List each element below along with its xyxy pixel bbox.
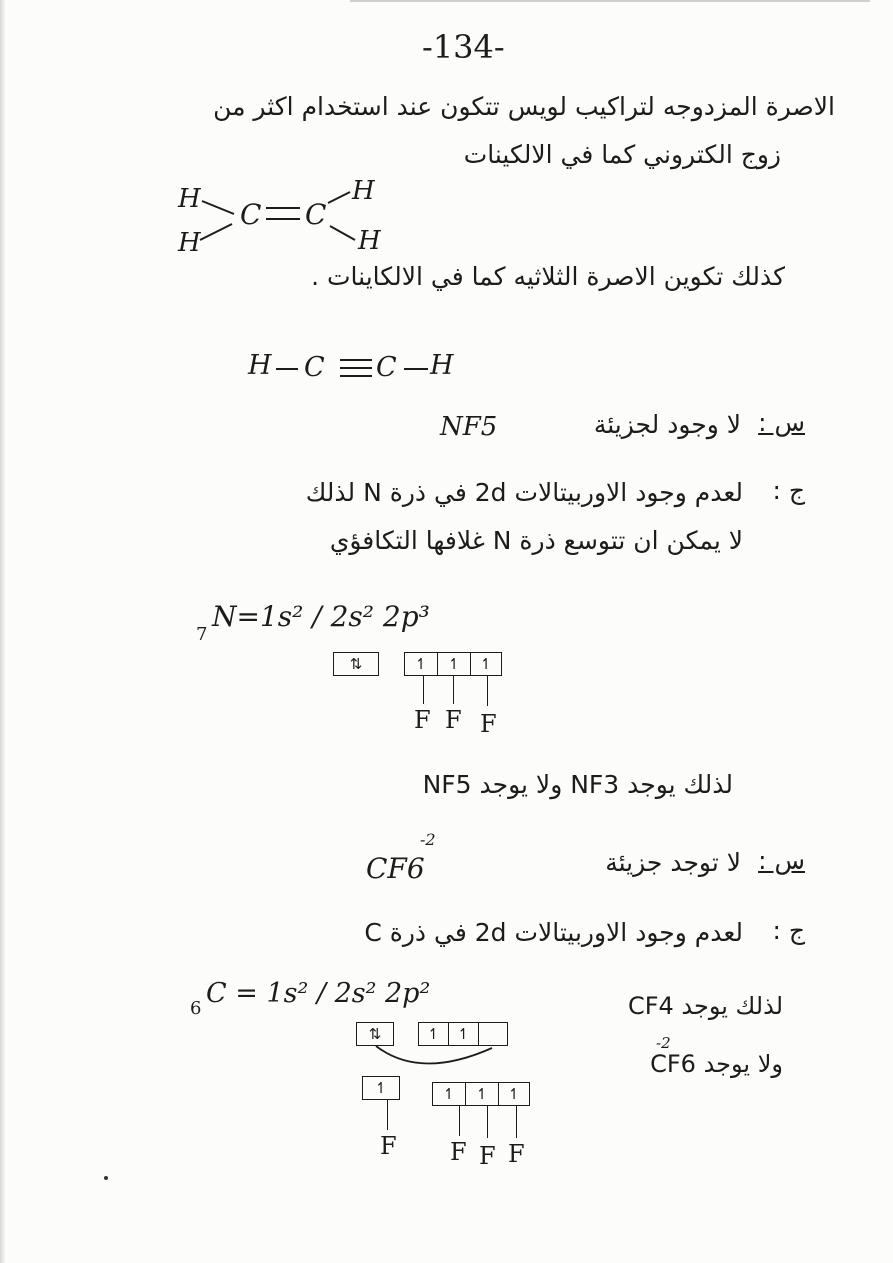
n-atomic-number: 7	[196, 624, 208, 645]
c-excited-2s-cell: ↿	[374, 1079, 388, 1097]
q2-formula: CF6	[366, 852, 425, 885]
c-bond-line	[516, 1106, 517, 1138]
conclusion-2-line2: ولا يوجد CF6	[650, 1050, 783, 1078]
conclusion-2-line1: لذلك يوجد CF4	[627, 992, 783, 1020]
c-excited-2p-cell: ↿	[465, 1083, 498, 1105]
n-fluorine-label: F	[480, 710, 497, 738]
c-excited-2p-cell: ↿	[442, 1085, 456, 1103]
conclusion-2-charge: -2	[656, 1034, 671, 1052]
c-fluorine-label: F	[479, 1142, 496, 1170]
c-fluorine-label: F	[450, 1138, 467, 1166]
ethyne-h-right: H	[430, 350, 454, 381]
page-number: -134-	[422, 28, 505, 66]
scan-speck	[104, 1176, 108, 1180]
c-excited-2s-orbital-box	[362, 1076, 400, 1100]
c-ground-2p-cell: ↿	[448, 1023, 478, 1045]
q1-text: لا وجود لجزيئة	[593, 410, 741, 439]
c-bond-line	[459, 1106, 460, 1136]
c-excited-2p-orbital-box	[432, 1082, 530, 1106]
a2-prefix: ج :	[772, 916, 805, 945]
n-electron-config: N=1s² / 2s² 2p³	[212, 600, 430, 633]
q2-text: لا توجد جزيئة	[605, 848, 741, 877]
ethene-h-top-left: H	[178, 184, 201, 214]
a2-text: لعدم وجود الاوربيتالات 2d في ذرة C	[364, 918, 743, 947]
q2-charge: -2	[420, 830, 436, 849]
n-2s-cell: ⇅	[349, 655, 363, 673]
ethene-c-right: C	[305, 198, 327, 231]
c-excited-2p-cell: ↿	[498, 1083, 529, 1105]
ethene-c-left: C	[240, 198, 262, 231]
c-fluorine-label: F	[380, 1132, 397, 1160]
n-fluorine-label: F	[414, 706, 431, 734]
n-2p-cell: ↿	[437, 653, 470, 675]
c-ground-2s-cell: ⇅	[368, 1025, 382, 1043]
n-fluorine-label: F	[445, 706, 462, 734]
ethene-h-top-right: H	[352, 176, 375, 206]
a1-line2: لا يمكن ان تتوسع ذرة N غلافها التكافؤي	[329, 526, 743, 555]
c-bond-line	[387, 1100, 388, 1130]
c-electron-config: C = 1s² / 2s² 2p²	[206, 978, 431, 1009]
ethyne-h-left: H	[248, 350, 272, 381]
para1-line1: الاصرة المزدوجه لتراكيب لويس تتكون عند استخدام اكثر من	[213, 92, 835, 121]
c-ground-2p-cell: ↿	[427, 1025, 440, 1043]
c-atomic-number: 6	[190, 998, 202, 1019]
conclusion-1: لذلك يوجد NF3 ولا يوجد NF5	[422, 770, 733, 799]
n-2p-cell: ↿	[470, 653, 501, 675]
a1-line1: لعدم وجود الاوربيتالات 2d في ذرة N لذلك	[305, 478, 743, 507]
q1-formula: NF5	[440, 412, 498, 442]
c-fluorine-label: F	[508, 1140, 525, 1168]
q1-prefix: س :	[758, 408, 805, 437]
para2: كذلك تكوين الاصرة الثلاثيه كما في الالكاينات .	[311, 262, 785, 291]
ethyne-c-left: C	[304, 352, 325, 383]
ethene-h-bottom-right: H	[358, 226, 381, 256]
a1-prefix: ج :	[772, 476, 805, 505]
ethyne-c-right: C	[376, 352, 397, 383]
q2-prefix: س :	[758, 846, 805, 875]
para1-line2: زوج الكتروني كما في الالكينات	[463, 140, 781, 169]
c-bond-line	[487, 1106, 488, 1138]
n-2p-cell: ↿	[414, 655, 428, 673]
ethene-h-bottom-left: H	[178, 228, 201, 258]
